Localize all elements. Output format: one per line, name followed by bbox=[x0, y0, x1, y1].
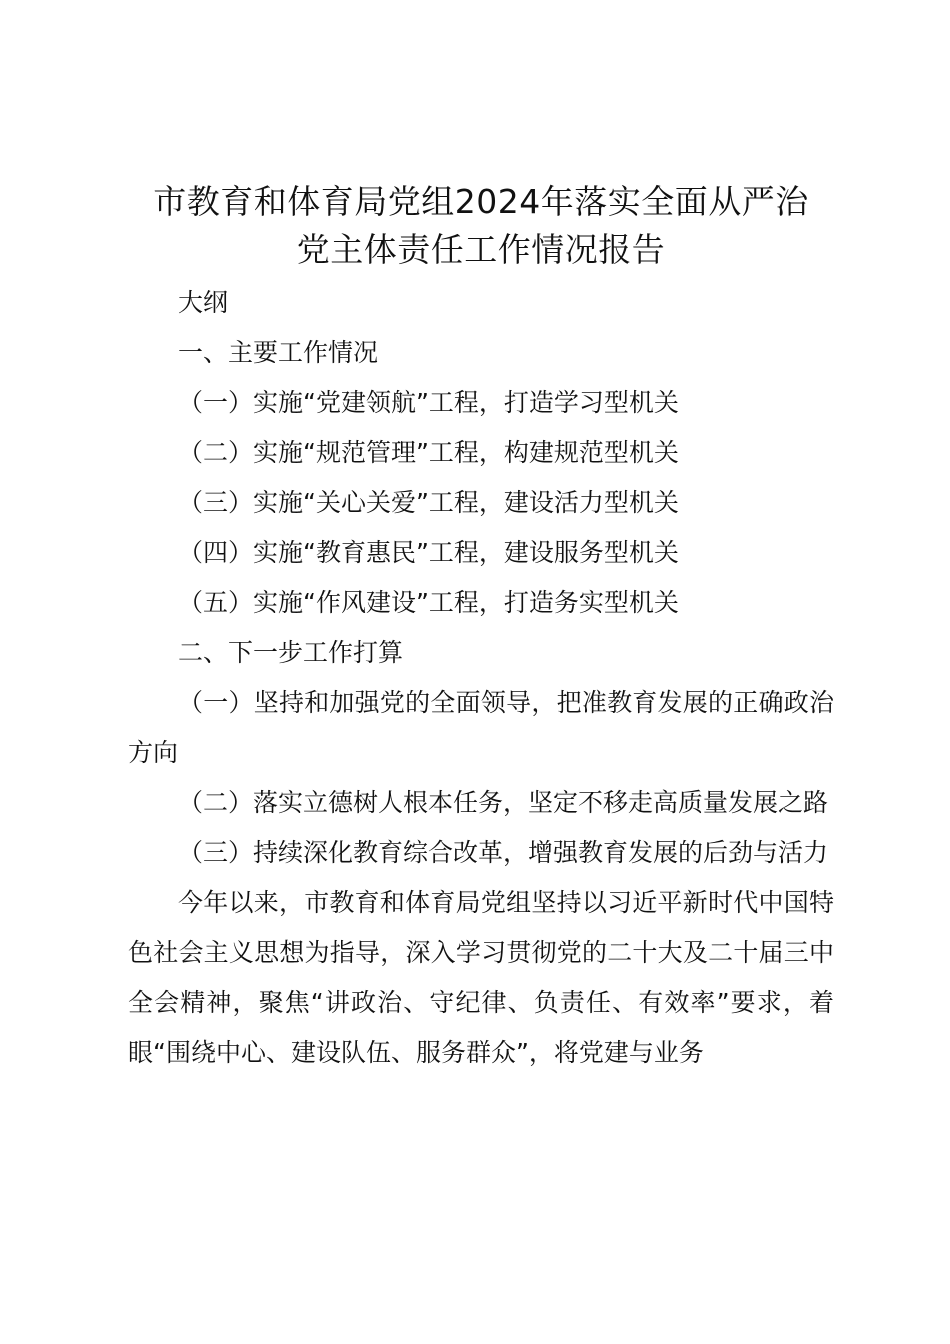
section-2-item: （一）坚持和加强党的全面领导，把准教育发展的正确政治方向 bbox=[128, 688, 834, 767]
section-1-item: （三）实施“关心关爱”工程，建设活力型机关 bbox=[178, 488, 679, 517]
section-1-item: （四）实施“教育惠民”工程，建设服务型机关 bbox=[178, 538, 679, 567]
title-line-2: 党主体责任工作情况报告 bbox=[296, 230, 666, 269]
outline-section bbox=[128, 278, 834, 878]
section-1-item: （二）实施“规范管理”工程，构建规范型机关 bbox=[178, 438, 679, 467]
section-1-item: （一）实施“党建领航”工程，打造学习型机关 bbox=[178, 388, 679, 417]
outline-label: 大纲 bbox=[178, 288, 229, 317]
body-paragraph: 今年以来，市教育和体育局党组坚持以习近平新时代中国特色社会主义思想为指导，深入学习贯彻党的二十大及二十届三中全会精神，聚焦“讲政治、守纪律、负责任、有效率”要求，着眼“围绕中心、建设队伍、服务群众”，将党建与业务 bbox=[128, 888, 834, 1067]
section-1-item: （五）实施“作风建设”工程，打造务实型机关 bbox=[178, 588, 679, 617]
section-1-heading: 一、主要工作情况 bbox=[178, 338, 379, 367]
title-line-1: 市教育和体育局党组2024年落实全面从严治 bbox=[153, 182, 809, 221]
document-page bbox=[128, 178, 834, 1078]
document-title bbox=[118, 178, 844, 274]
section-2-heading: 二、下一步工作打算 bbox=[178, 638, 404, 667]
section-2-item: （三）持续深化教育综合改革，增强教育发展的后劲与活力 bbox=[178, 838, 829, 867]
section-2-item: （二）落实立德树人根本任务，坚定不移走高质量发展之路 bbox=[178, 788, 829, 817]
